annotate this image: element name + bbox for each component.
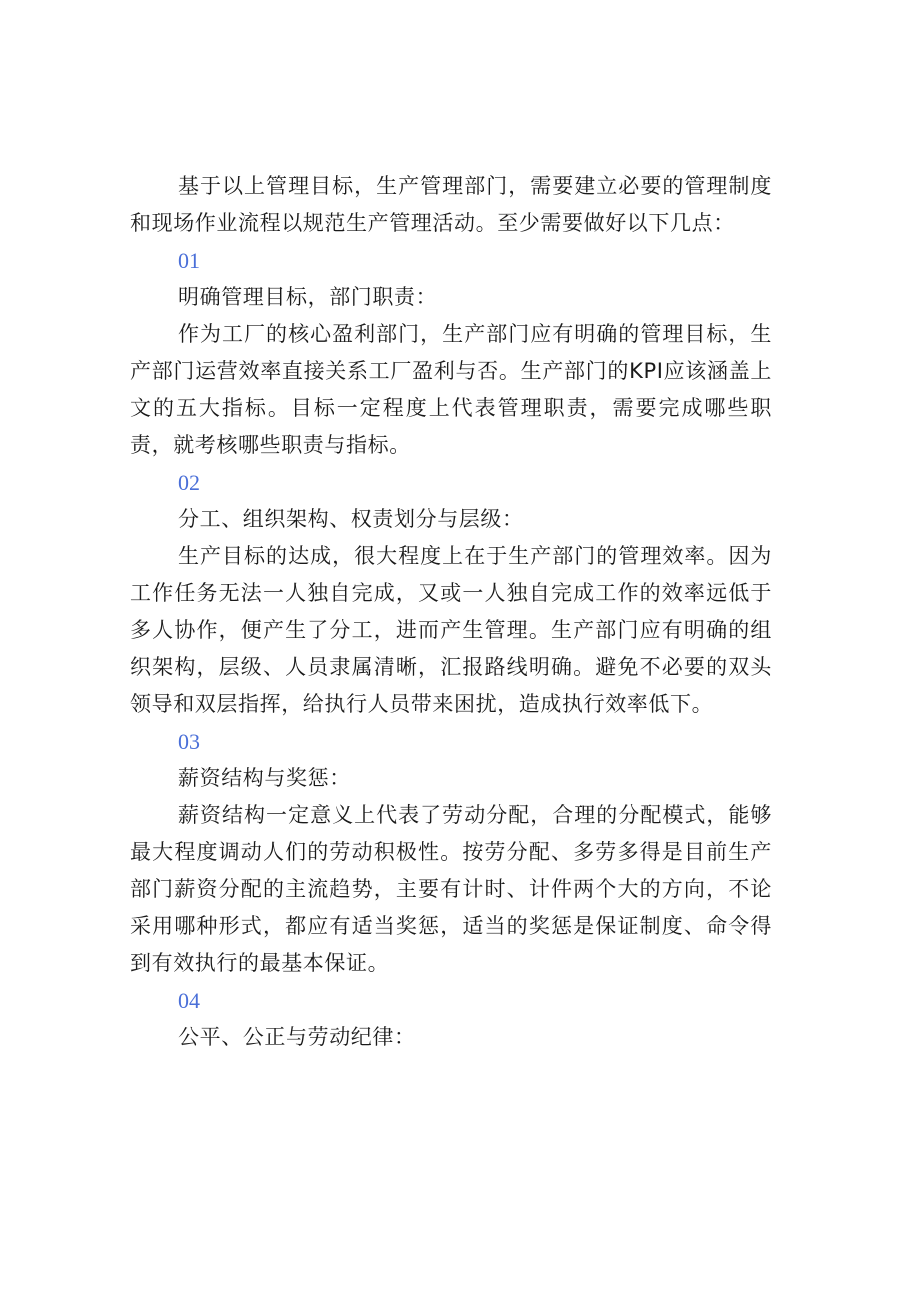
section-number: 03 xyxy=(178,729,200,754)
section-number: 02 xyxy=(178,470,200,495)
section-number: 04 xyxy=(178,988,200,1013)
section-heading: 明确管理目标，部门职责： xyxy=(178,285,438,309)
section-body: 作为工厂的核心盈利部门，生产部门应有明确的管理目标，生产部门运营效率直接关系工厂盈利与否。生产部门的KPI应该涵盖上文的五大指标。目标一定程度上代表管理职责，需要完成哪些职责，就考核哪些职责与指标。 xyxy=(130,322,772,457)
intro-paragraph: 基于以上管理目标，生产管理部门，需要建立必要的管理制度和现场作业流程以规范生产管理活动。至少需要做好以下几点： xyxy=(130,174,772,235)
document-page xyxy=(130,168,772,1056)
section-heading: 公平、公正与劳动纪律： xyxy=(178,1025,416,1049)
section-body: 生产目标的达成，很大程度上在于生产部门的管理效率。因为工作任务无法一人独自完成，又或一人独自完成工作的效率远低于多人协作，便产生了分工，进而产生管理。生产部门应有明确的组织架构，层级、人员隶属清晰，汇报路线明确。避免不必要的双头领导和双层指挥，给执行人员带来困扰，造成执行效率低下。 xyxy=(130,544,772,716)
section-number: 01 xyxy=(178,248,200,273)
section-heading: 分工、组织架构、权责划分与层级： xyxy=(178,507,524,531)
section-heading: 薪资结构与奖惩： xyxy=(178,766,351,790)
section-body: 薪资结构一定意义上代表了劳动分配，合理的分配模式，能够最大程度调动人们的劳动积极性。按劳分配、多劳多得是目前生产部门薪资分配的主流趋势，主要有计时、计件两个大的方向，不论采用哪种形式，都应有适当奖惩，适当的奖惩是保证制度、命令得到有效执行的最基本保证。 xyxy=(130,803,772,975)
